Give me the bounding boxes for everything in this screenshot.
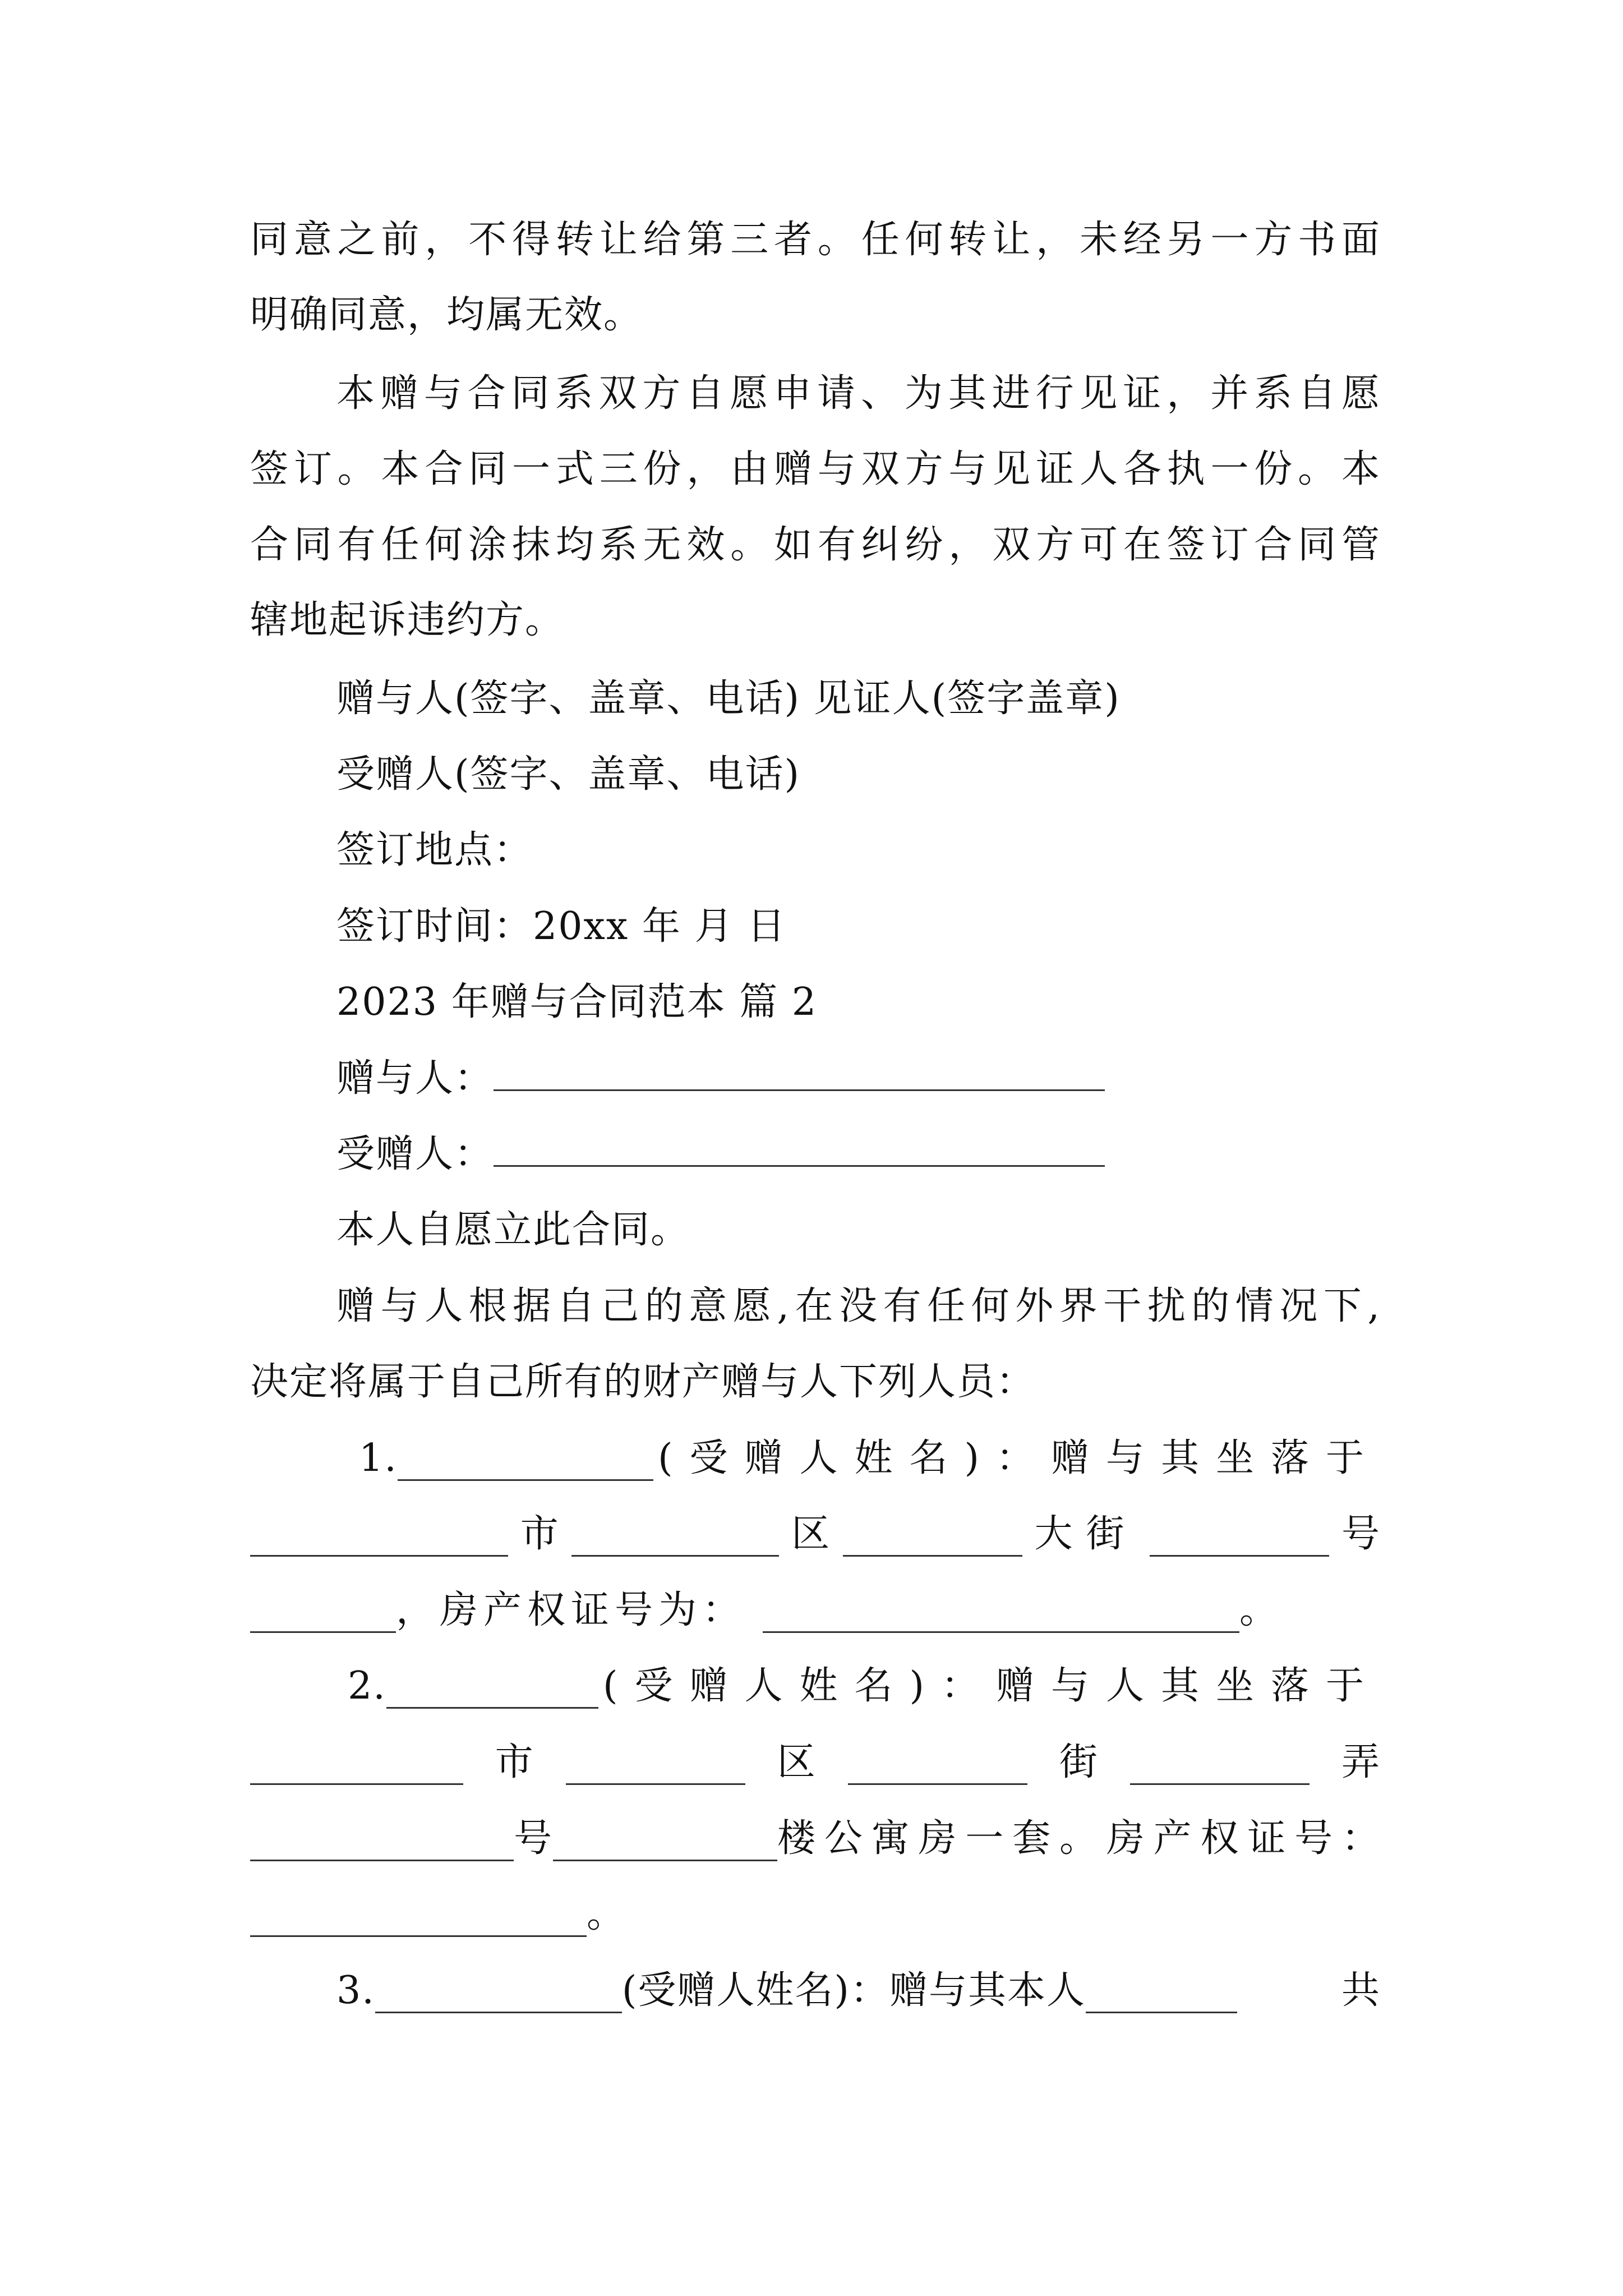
- paragraph-line: 辖地起诉违约方。: [250, 598, 565, 642]
- item1-district-blank: [571, 1522, 779, 1557]
- item2-line4: [250, 1892, 1381, 1937]
- item2-district-blank: [566, 1751, 745, 1785]
- item3-number: 3.: [336, 1968, 375, 2013]
- donor-blank: [494, 1057, 1105, 1091]
- item1-text: (受赠人姓名)：赠与其坐落于: [657, 1436, 1381, 1480]
- donor-field: [336, 1056, 1381, 1101]
- item1-name-blank: [398, 1447, 653, 1481]
- paragraph-line: 明确同意，均属无效。: [250, 293, 643, 337]
- section-title: 2023 年赠与合同范本 篇 2: [336, 980, 818, 1024]
- item2-lane-blank: [1130, 1751, 1310, 1785]
- donee-label: 受赠人：: [336, 1132, 494, 1176]
- paragraph-line: 赠与人根据自己的意愿,在没有任何外界干扰的情况下,: [336, 1284, 1381, 1328]
- item1-line3: [250, 1588, 1381, 1633]
- item2-name-blank: [386, 1674, 598, 1709]
- intro-line: 本人自愿立此合同。: [336, 1208, 690, 1252]
- item2-building-label: 楼公寓房一套。房产权证号：: [777, 1816, 1381, 1861]
- item2-street-label: 街: [1059, 1740, 1099, 1784]
- item2-building-blank: [553, 1827, 777, 1861]
- signing-place: 签订地点：: [336, 828, 533, 872]
- donee-blank: [494, 1133, 1105, 1167]
- item2-cert-blank: [250, 1903, 587, 1937]
- item2-line2: [250, 1740, 1381, 1785]
- item2-no-label: 号: [514, 1816, 554, 1861]
- item1-extra-blank: [250, 1599, 396, 1633]
- item3-text: (受赠人姓名)：赠与其本人: [621, 1968, 1086, 2013]
- paragraph-line: 签订。本合同一式三份，由赠与双方与见证人各执一份。本: [250, 447, 1381, 491]
- item2-city-blank: [250, 1751, 463, 1785]
- item1-end: 。: [1239, 1588, 1279, 1632]
- paragraph-line: 合同有任何涂抹均系无效。如有纠纷，双方可在签订合同管: [250, 523, 1381, 567]
- item1-cert-blank: [763, 1599, 1239, 1633]
- item3-name-blank: [375, 1979, 622, 2013]
- signature-donee-line: 受赠人(签字、盖章、电话): [336, 752, 801, 797]
- item1-district-label: 区: [791, 1512, 831, 1556]
- item1-city-label: 市: [520, 1512, 560, 1556]
- item1-number-blank: [1150, 1522, 1329, 1557]
- item1-avenue-blank: [843, 1522, 1022, 1557]
- item1-line2: [250, 1512, 1381, 1557]
- item1-cert-label: ，房产权证号为：: [396, 1588, 746, 1632]
- item2-district-label: 区: [777, 1740, 817, 1784]
- item3-line1: [336, 1968, 1381, 2013]
- item3-text-end: 共: [1341, 1968, 1381, 2013]
- donor-label: 赠与人：: [336, 1056, 494, 1101]
- item2-line3: [250, 1816, 1381, 1861]
- paragraph-line: 决定将属于自己所有的财产赠与人下列人员：: [250, 1360, 1036, 1404]
- item2-lane-label: 弄: [1341, 1740, 1381, 1784]
- item2-line1: [348, 1664, 1381, 1709]
- item1-number: 1.: [359, 1436, 398, 1480]
- signature-donor-line: 赠与人(签字、盖章、电话) 见证人(签字盖章): [336, 677, 1121, 721]
- item2-street-blank: [848, 1751, 1027, 1785]
- item1-avenue-label: 大街: [1034, 1512, 1138, 1556]
- item2-text: (受赠人姓名)：赠与人其坐落于: [602, 1664, 1381, 1708]
- donee-field: [336, 1132, 1381, 1177]
- item2-city-label: 市: [495, 1740, 534, 1784]
- paragraph-line: 同意之前，不得转让给第三者。任何转让，未经另一方书面: [250, 218, 1381, 262]
- item2-number: 2.: [348, 1664, 386, 1708]
- item1-no-label: 号: [1341, 1512, 1381, 1556]
- signing-time: 签订时间：20xx 年 月 日: [336, 904, 787, 949]
- paragraph-line: 本赠与合同系双方自愿申请、为其进行见证，并系自愿: [336, 371, 1381, 416]
- item1-city-blank: [250, 1522, 508, 1557]
- item2-no-blank: [250, 1827, 514, 1861]
- item3-amount-blank: [1086, 1979, 1237, 2013]
- item1-line1: [359, 1436, 1381, 1481]
- item2-end: 。: [587, 1892, 626, 1936]
